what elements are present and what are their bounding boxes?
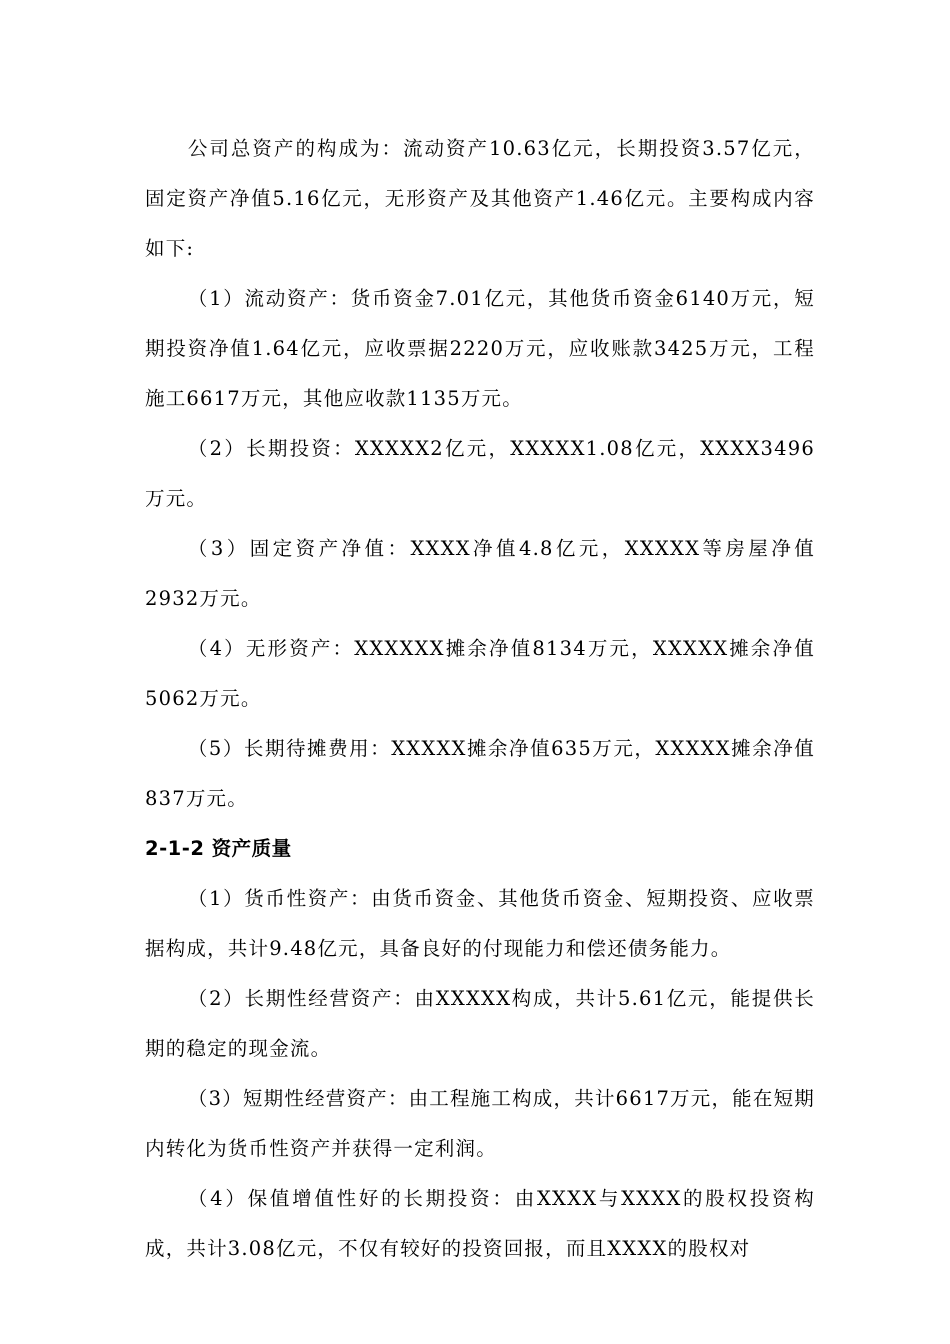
document-body bbox=[145, 124, 815, 1274]
section-heading-asset-quality: 2-1-2 资产质量 bbox=[145, 837, 292, 860]
paragraph-asset-composition: 公司总资产的构成为：流动资产10.63亿元，长期投资3.57亿元，固定资产净值5.16亿元，无形资产及其他资产1.46亿元。主要构成内容如下: bbox=[145, 137, 815, 260]
paragraph-short-term-operating-assets: （3）短期性经营资产：由工程施工构成，共计6617万元，能在短期内转化为货币性资产并获得一定利润。 bbox=[145, 1087, 815, 1160]
paragraph-long-term-equity-investment: （4）保值增值性好的长期投资：由XXXX与XXXX的股权投资构成，共计3.08亿元，不仅有较好的投资回报，而且XXXX的股权对 bbox=[145, 1187, 815, 1260]
paragraph-monetary-assets: （1）货币性资产：由货币资金、其他货币资金、短期投资、应收票据构成，共计9.48亿元，具备良好的付现能力和偿还债务能力。 bbox=[145, 887, 815, 960]
paragraph-deferred-expenses: （5）长期待摊费用：XXXXX摊余净值635万元，XXXXX摊余净值837万元。 bbox=[145, 737, 815, 810]
paragraph-current-assets: （1）流动资产：货币资金7.01亿元，其他货币资金6140万元，短期投资净值1.64亿元，应收票据2220万元，应收账款3425万元，工程施工6617万元，其他应收款1135万元。 bbox=[145, 287, 815, 410]
paragraph-long-term-investment: （2）长期投资：XXXXX2亿元，XXXXX1.08亿元，XXXX3496万元。 bbox=[145, 437, 815, 510]
paragraph-long-term-operating-assets: （2）长期性经营资产：由XXXXX构成，共计5.61亿元，能提供长期的稳定的现金流。 bbox=[145, 987, 815, 1060]
paragraph-fixed-assets: （3）固定资产净值：XXXX净值4.8亿元，XXXXX等房屋净值2932万元。 bbox=[145, 537, 815, 610]
paragraph-intangible-assets: （4）无形资产：XXXXXX摊余净值8134万元，XXXXX摊余净值5062万元。 bbox=[145, 637, 815, 710]
